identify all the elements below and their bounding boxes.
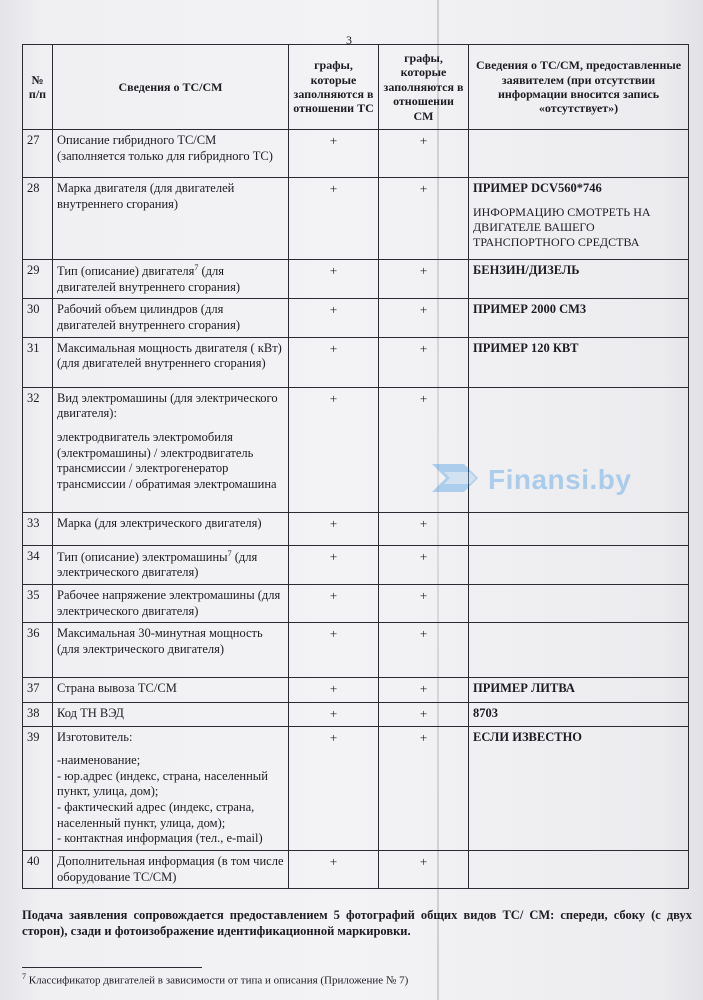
row-ts-mark: + [289,260,379,299]
row-ts-mark: + [289,678,379,703]
row-description [53,623,289,678]
row-ts-mark: + [289,850,379,888]
row-number: 34 [23,545,53,584]
row-ts-mark: + [289,299,379,337]
row-number: 28 [23,178,53,260]
row-info [469,299,689,337]
row-sm-mark: + [379,178,469,260]
watermark-text: Finansi.by [488,464,632,495]
row-description [53,726,289,850]
table-row [23,623,689,678]
row-info-value: 8703 [473,706,498,721]
header-num: № п/п [23,45,53,130]
table-row [23,678,689,703]
row-info-note: ИНФОРМАЦИЮ СМОТРЕТЬ НА ДВИГАТЕЛЕ ВАШЕГО ТРАНСПОРТНОГО СРЕДСТВА [473,204,651,249]
row-number: 35 [23,585,53,623]
footnote [22,972,408,987]
footer-note: Подача заявления сопровождается предоставлением 5 фотографий общих видов ТС/ СМ: спереди, сбоку (с двух сторон), сзади и фотоизображение идентификационной маркировки. [22,908,692,939]
row-sm-mark: + [379,387,469,512]
row-sm-mark: + [379,678,469,703]
row-ts-mark: + [289,726,379,850]
header-sm: графы, которые заполняются в отношении СМ [379,45,469,130]
row-desc-text: Рабочий объем цилиндров (для двигателей внутреннего сгорания) [57,302,240,333]
table-row [23,850,689,888]
row-desc-text: Марка двигателя (для двигателей внутреннего сгорания) [57,181,235,211]
row-number: 27 [23,130,53,178]
row-number: 36 [23,623,53,678]
row-ts-mark: + [289,387,379,512]
row-info [469,387,689,512]
table-row [23,512,689,545]
row-desc-text-tail: (для двигателей внутреннего сгорания) [57,264,240,294]
row-desc-subtext: электродвигатель электромобиля (электромашины) / электродвигатель трансмиссии / электрогенератор трансмиссии / обратимая электромашина [57,429,277,491]
row-sm-mark: + [379,299,469,337]
row-number: 33 [23,512,53,545]
row-desc-text: Вид электромашины (для электрического двигателя): [57,390,278,421]
row-sm-mark: + [379,585,469,623]
row-desc-footnote-mark: 7 [227,548,232,558]
row-description [53,585,289,623]
row-desc-text-tail: (для электрического двигателя) [57,549,258,580]
page-number: 3 [346,33,352,47]
row-number: 40 [23,850,53,888]
row-description [53,387,289,512]
row-info [469,130,689,178]
row-sm-mark: + [379,337,469,387]
vehicle-info-table [22,44,689,889]
row-description [53,678,289,703]
row-ts-mark: + [289,337,379,387]
row-sm-mark: + [379,260,469,299]
row-sm-mark: + [379,512,469,545]
row-desc-text: Рабочее напряжение электромашины (для электрического двигателя) [57,588,281,618]
row-desc-text: Максимальная 30-минутная мощность (для электрического двигателя) [57,626,263,656]
table-row [23,387,689,512]
footnote-mark: 7 [22,972,26,981]
row-desc-text: Тип (описание) двигателя [57,264,195,279]
row-desc-text: Страна вывоза ТС/СМ [57,681,177,696]
header-info: Сведения о ТС/СМ, предоставленные заявителем (при отсутствии информации вносится запись «отсутствует») [469,45,689,130]
row-info-value: ПРИМЕР 120 КВТ [473,340,579,355]
row-number: 29 [23,260,53,299]
row-info [469,850,689,888]
table-row [23,585,689,623]
table-row [23,299,689,337]
row-ts-mark: + [289,703,379,726]
header-desc: Сведения о ТС/СМ [53,45,289,130]
row-desc-text: Изготовитель: [57,729,133,744]
row-description [53,337,289,387]
row-desc-text: Описание гибридного ТС/СМ (заполняется только для гибридного ТС) [57,133,273,163]
row-sm-mark: + [379,726,469,850]
row-desc-text: Марка (для электрического двигателя) [57,515,262,530]
table-row [23,130,689,178]
row-info [469,512,689,545]
table-row [23,178,689,260]
row-info-value: БЕНЗИН/ДИЗЕЛЬ [473,263,580,277]
row-number: 31 [23,337,53,387]
row-info [469,703,689,726]
table-row [23,545,689,584]
row-info-value: ЕСЛИ ИЗВЕСТНО [473,729,583,744]
row-description [53,178,289,260]
row-sm-mark: + [379,850,469,888]
row-description [53,850,289,888]
row-ts-mark: + [289,545,379,584]
row-desc-text: Тип (описание) электромашины [57,549,228,564]
row-desc-subtext: -наименование; - юр.адрес (индекс, страна, населенный пункт, улица, дом); - фактический адрес (индекс, страна, населенный пункт, улица, дом); - контактная информация (тел., e-mail) [57,753,268,846]
row-info [469,678,689,703]
row-sm-mark: + [379,623,469,678]
row-info-value: ПРИМЕР 2000 СМ3 [473,302,587,317]
row-description [53,703,289,726]
row-info [469,178,689,260]
table-row [23,337,689,387]
row-sm-mark: + [379,130,469,178]
row-sm-mark: + [379,703,469,726]
row-desc-text: Максимальная мощность двигателя ( кВт) (для двигателей внутреннего сгорания) [57,340,282,371]
table-row [23,260,689,299]
footnote-text: Классификатор двигателей в зависимости от типа и описания (Приложение № 7) [28,974,409,987]
row-info [469,545,689,584]
row-description [53,512,289,545]
row-info [469,337,689,387]
row-ts-mark: + [289,512,379,545]
row-description [53,260,289,299]
row-info [469,585,689,623]
row-ts-mark: + [289,623,379,678]
table-header-row [23,45,689,130]
row-ts-mark: + [289,130,379,178]
row-info [469,260,689,299]
row-info [469,726,689,850]
row-ts-mark: + [289,178,379,260]
row-info-value: ПРИМЕР DCV560*746 [473,181,602,195]
row-info-value: ПРИМЕР ЛИТВА [473,681,575,696]
row-desc-footnote-mark: 7 [194,263,199,272]
row-number: 38 [23,703,53,726]
table-row [23,726,689,850]
row-ts-mark: + [289,585,379,623]
row-description [53,299,289,337]
header-ts: графы, которые заполняются в отношении ТС [289,45,379,130]
row-description [53,130,289,178]
row-number: 30 [23,299,53,337]
table-row [23,703,689,726]
row-description [53,545,289,584]
row-number: 37 [23,678,53,703]
row-number: 39 [23,726,53,850]
row-info [469,623,689,678]
row-sm-mark: + [379,545,469,584]
row-number: 32 [23,387,53,512]
row-desc-text: Дополнительная информация (в том числе оборудование ТС/СМ) [57,853,284,884]
row-desc-text: Код ТН ВЭД [57,706,124,721]
footnote-rule [22,967,202,968]
